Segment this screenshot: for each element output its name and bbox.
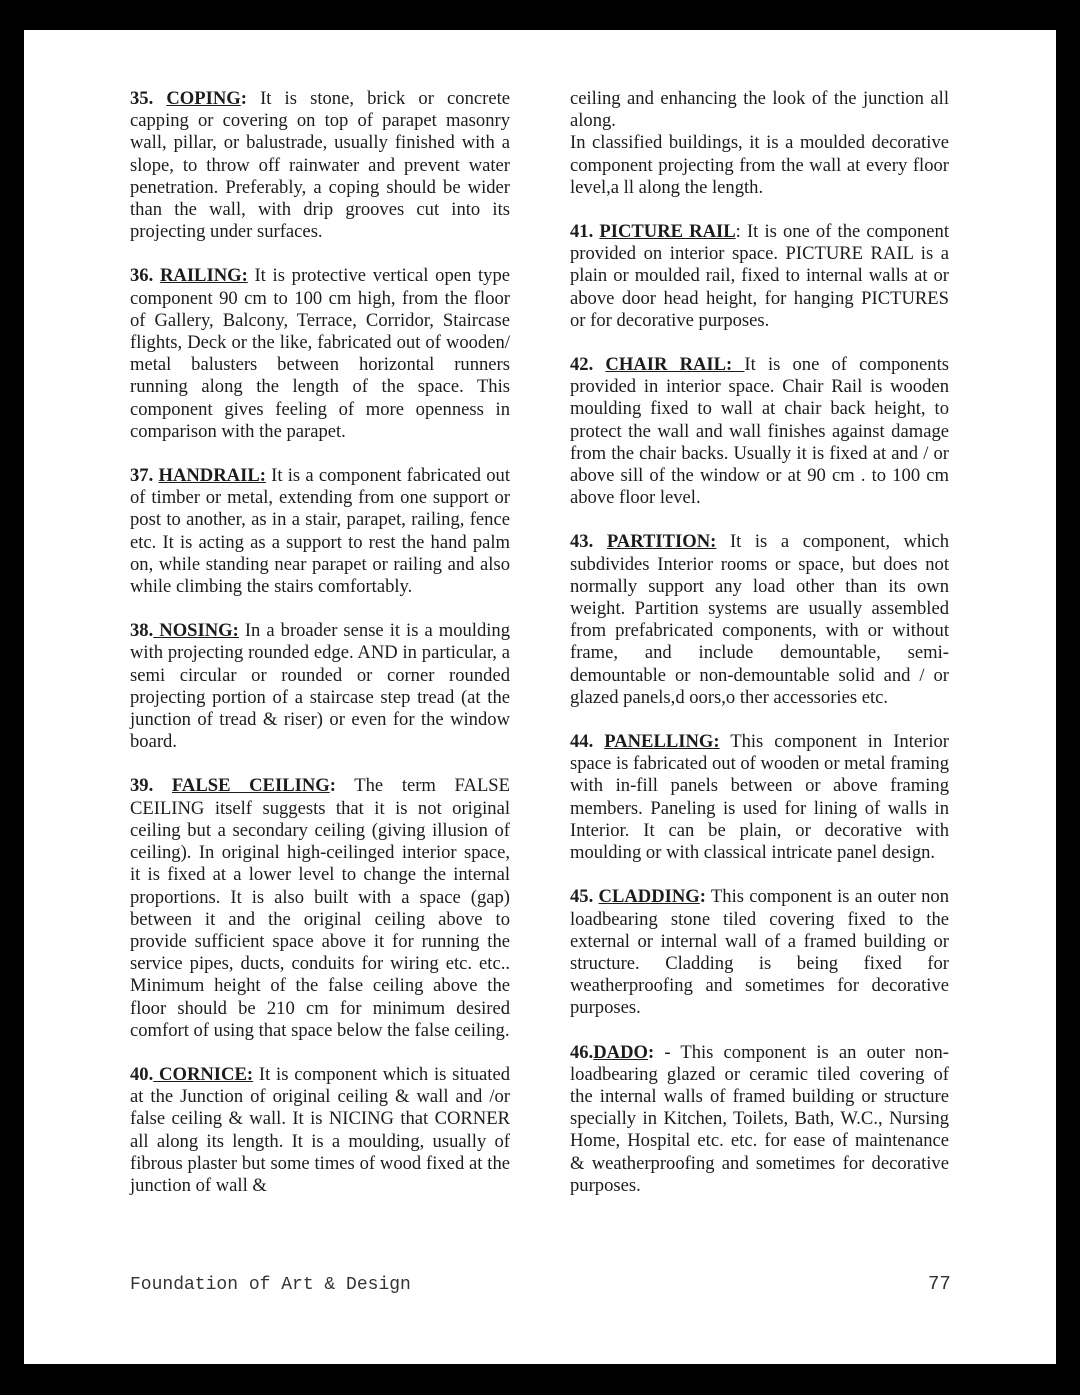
entry-35 [130,88,510,243]
entry-45 [570,886,949,1019]
entry-44 [570,731,949,864]
entry-colon: : [735,221,741,243]
entry-40 [130,1064,510,1197]
page-number: 77 [928,1273,951,1295]
entry-number: 36. [130,265,154,287]
entry-term: FALSE CEILING [171,775,330,797]
entry-text: This component in Interior space is fabricated out of wooden or metal framing with in-fill panels between or above framing members. Paneling is used for lining of walls in Interior. It can be plain, or decorative with moulding or with classical intricate panel design. [570,731,949,864]
entry-term: HANDRAIL: [158,465,266,487]
entry-40-continued [570,88,949,199]
entry-36 [130,265,510,443]
entry-text: It is one of components provided in interior space. Chair Rail is wooden moulding fixed to wall at chair back height, to protect the wall and wall finishes against damage from the chair backs. Usually it is fixed at and / or above sill of the window or at 90 cm . to 100 cm above floor level. [570,354,950,509]
entry-number: 37. [130,465,154,487]
continued-text: ceiling and enhancing the look of the junction all along. [570,88,949,132]
entry-term: PANELLING: [604,731,720,753]
entry-number: 38. [130,620,154,642]
right-column [570,88,949,1219]
document-page [24,30,1056,1364]
left-column [130,88,510,1219]
entry-term: PICTURE RAIL [599,221,736,243]
entry-number: 40. [130,1063,154,1085]
entry-colon: : [648,1041,655,1063]
entry-term: DADO [593,1041,648,1063]
entry-text: This component is an outer non loadbearing stone tiled covering fixed to the external or internal wall of a framed building or structure. Cladding is being fixed for weatherproofing and sometimes for decorative purposes. [570,886,949,1019]
entry-text: - This component is an outer non-loadbearing glazed or ceramic tiled covering of the internal walls of framed building or structure specially in Kitchen, Toilets, Bath, W.C., Nursing Home, Hospital etc. etc. for ease of maintenance & weatherproofing and sometimes for decorative purposes. [570,1041,949,1196]
entry-term: COPING [166,88,241,109]
entry-39 [130,775,510,1041]
entry-text: It is one of the component provided on interior space. PICTURE RAIL is a plain or moulded rail, fixed to internal walls at or above door head height, for hanging PICTURES or for decorative purposes. [570,221,949,331]
entry-42 [570,354,949,509]
entry-text: It is a component fabricated out of timber or metal, extending from one support or post to another, as in a stair, parapet, railing, fence etc. It is acting as a support to rest the hand palm on, while standing near parapet or railing and also while climbing the stairs comfortably. [130,465,510,598]
entry-number: 42. [570,354,594,376]
entry-term: CLADDING [598,886,700,908]
entry-term: RAILING: [159,265,248,287]
entry-number: 43. [570,531,594,553]
entry-number: 44. [570,731,594,753]
footer-title: Foundation of Art & Design [130,1275,411,1295]
entry-37 [130,465,510,598]
entry-term: CHAIR RAIL: [605,354,745,376]
entry-term: CORNICE: [153,1063,254,1085]
entry-text: It is a component, which subdivides Interior rooms or space, but does not normally support any load other than its own weight. Partition systems are usually assembled from prefabricated components, with or without frame, and include demountable, semi-demountable or non-demountable solid and / or glazed panels,d oors,o ther accessories etc. [570,531,949,708]
entry-43 [570,531,949,709]
entry-38 [130,620,510,753]
entry-text: It is protective vertical open type component 90 cm to 100 cm high, from the floor of Gallery, Balcony, Terrace, Corridor, Staircase flights, Deck or the like, fabricated out of wooden/ metal balusters between horizontal runners running along the length of the space. This component gives feeling of more openness in comparison with the parapet. [130,265,511,442]
entry-text: It is stone, brick or concrete capping or covering on top of parapet masonry wall, pillar, or balustrade, usually finished with a slope, to throw off rainwater and prevent water penetration. Preferably, a coping should be wider than the wall, with drip grooves cut into its projecting under surfaces. [130,88,510,243]
entry-number: 39. [130,775,154,797]
entry-number: 41. [570,221,594,243]
entry-number: 45. [570,886,594,908]
entry-41 [570,221,949,332]
entry-number: 35. [130,88,154,109]
entry-term: NOSING: [153,620,239,642]
entry-colon: : [329,775,336,797]
entry-text: The term FALSE CEILING itself suggests that it is not original ceiling but a secondary ceiling (giving illusion of ceiling). In original high-ceilinged interior space, it is fixed at a lower level to change the internal proportions. It is also built with a space (gap) between it and the original ceiling above to provide sufficient space above it for running the service pipes, ducts, conduits for wiring etc. etc.. Minimum height of the false ceiling above the floor should be 210 cm for minimum desired comfort of using that space below the false ceiling. [130,775,511,1041]
entry-number: 46. [570,1041,594,1063]
entry-colon: : [699,886,706,908]
continued-text: In classified buildings, it is a moulded decorative component projecting from the wall at every floor level,a ll along the length. [570,132,949,198]
entry-46 [570,1042,949,1197]
entry-text: It is component which is situated at the Junction of original ceiling & wall and /or false ceiling & wall. It is NICING that CORNER all along its length. It is a moulding, usually of fibrous plaster but some times of wood fixed at the junction of wall & [130,1063,511,1196]
entry-term: PARTITION: [606,531,717,553]
entry-text: In a broader sense it is a moulding with projecting rounded edge. AND in particular, a semi circular or rounded or corner rounded projecting portion of a staircase step tread (at the junction of tread & riser) or even for the window board. [130,620,511,753]
entry-colon: : [240,88,247,109]
